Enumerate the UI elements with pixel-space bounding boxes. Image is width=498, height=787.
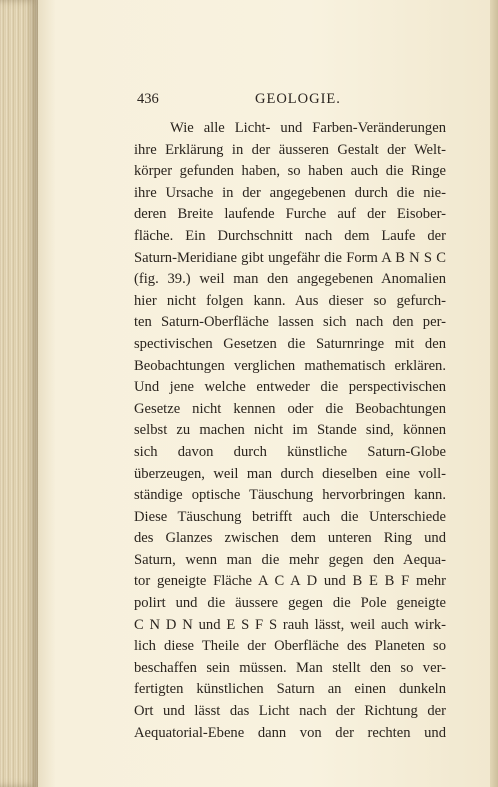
text-line: C N D N und E S F S rauh lässt, weil auch wirk- bbox=[134, 616, 446, 633]
running-head: GEOLOGIE. bbox=[255, 91, 341, 107]
text-line: lich diese Theile der Oberfläche des Planeten so bbox=[134, 638, 446, 655]
page-right-edge bbox=[490, 0, 498, 787]
text-line: körper gefunden haben, so haben auch die Ringe bbox=[134, 163, 446, 180]
book-page-edges bbox=[0, 0, 38, 787]
text-line: Ort und lässt das Licht nach der Richtung der bbox=[134, 703, 446, 720]
text-line: polirt und die äussere gegen die Pole geneigte bbox=[134, 595, 446, 612]
text-line: fläche. Ein Durchschnitt nach dem Laufe der bbox=[134, 227, 446, 244]
text-line: ihre Ursache in der angegebenen durch die nie- bbox=[134, 184, 446, 201]
text-line: ten Saturn-Oberfläche lassen sich nach den per- bbox=[134, 314, 446, 331]
text-line: selbst zu machen nicht im Stande sind, können bbox=[134, 422, 446, 439]
text-line: beschaffen sein müssen. Man stellt den so ver- bbox=[134, 659, 446, 676]
text-line: Saturn, wenn man die mehr gegen den Aequa- bbox=[134, 551, 446, 568]
text-line: spectivischen Gesetzen die Saturnringe mit den bbox=[134, 335, 446, 352]
text-line: ständige optische Täuschung hervorbringen kann. bbox=[134, 487, 446, 504]
text-line: Beobachtungen verglichen mathematisch erklären. bbox=[134, 357, 446, 374]
text-line: Diese Täuschung betrifft auch die Unterschiede bbox=[134, 508, 446, 525]
text-line: fertigten künstlichen Saturn an einen dunkeln bbox=[134, 681, 446, 698]
text-line: Saturn-Meridiane gibt ungefähr die Form A B N S C bbox=[134, 249, 446, 266]
text-line: Gesetze nicht kennen oder die Beobachtungen bbox=[134, 400, 446, 417]
text-line: hier nicht folgen kann. Aus dieser so gefurch- bbox=[134, 292, 446, 309]
text-line: des Glanzes zwischen dem unteren Ring und bbox=[134, 530, 446, 547]
text-line: sich davon durch künstliche Saturn-Globe bbox=[134, 443, 446, 460]
text-line: Wie alle Licht- und Farben-Veränderungen bbox=[170, 120, 446, 136]
page-header bbox=[137, 91, 447, 111]
text-line: ihre Erklärung in der äusseren Gestalt der Welt- bbox=[134, 141, 446, 158]
text-line: (fig. 39.) weil man den angegebenen Anomalien bbox=[134, 271, 446, 288]
text-line: Und jene welche entweder die perspectivischen bbox=[134, 379, 446, 396]
text-line: tor geneigte Fläche A C A D und B E B F mehr bbox=[134, 573, 446, 590]
text-line: deren Breite laufende Furche auf der Eisober- bbox=[134, 206, 446, 223]
body-paragraph bbox=[134, 118, 446, 744]
page-number: 436 bbox=[137, 91, 159, 107]
text-line: Aequatorial-Ebene dann von der rechten und bbox=[134, 724, 446, 741]
text-line: überzeugen, weil man durch dieselben eine voll- bbox=[134, 465, 446, 482]
